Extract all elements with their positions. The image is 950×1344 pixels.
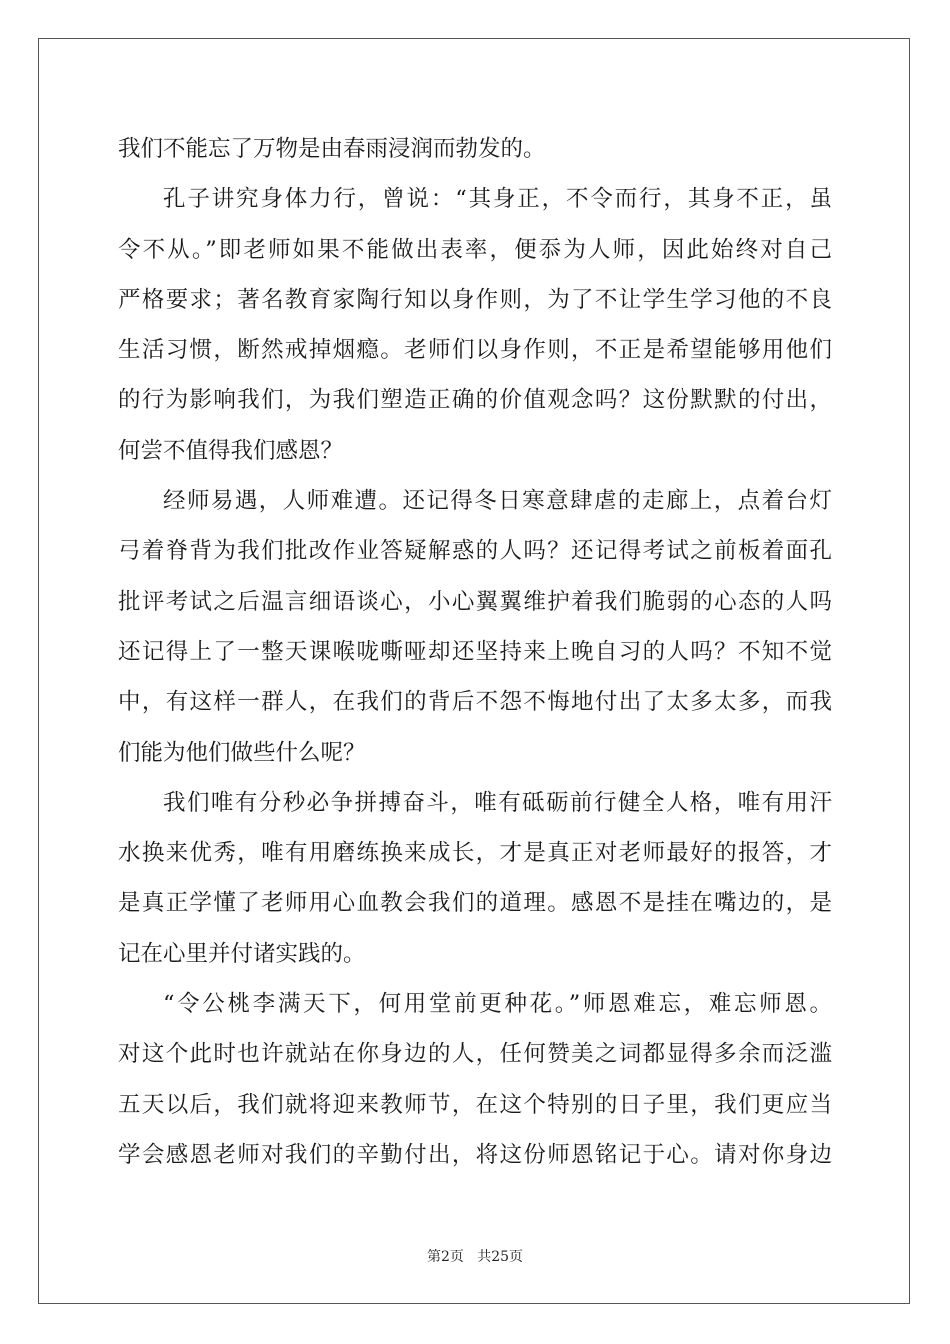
text-line: 我们不能忘了万物是由春雨浸润而勃发的。 (118, 136, 546, 162)
text-line: 严格要求；著名教育家陶行知以身作则，为了不让学生学习他的不良 (118, 286, 832, 313)
text-line: 对这个此时也许就站在你身边的人，任何赞美之词都显得多余而泛滥 (118, 1041, 832, 1068)
text-line: 生活习惯，断然戒掉烟瘾。老师们以身作则，不正是希望能够用他们 (118, 337, 832, 364)
text-line: 五天以后，我们就将迎来教师节，在这个特别的日子里，我们更应当 (118, 1091, 832, 1118)
text-line: 孔子讲究身体力行，曾说：“其身正，不令而行，其身不正，虽 (163, 186, 832, 213)
text-line: 中，有这样一群人，在我们的背后不怨不悔地付出了太多太多，而我 (118, 689, 832, 716)
text-line: “令公桃李满天下，何用堂前更种花。”师恩难忘，难忘师恩。 (163, 991, 832, 1018)
text-line: 还记得上了一整天课喉咙嘶哑却还坚持来上晚自习的人吗？不知不觉 (118, 638, 832, 665)
document-body (118, 124, 832, 1180)
text-line: 是真正学懂了老师用心血教会我们的道理。感恩不是挂在嘴边的，是 (118, 890, 832, 917)
text-line: 批评考试之后温言细语谈心，小心翼翼维护着我们脆弱的心态的人吗 (118, 588, 832, 615)
page-number: 第2页 共25页 (426, 1249, 524, 1265)
text-line: 记在心里并付诸实践的。 (118, 940, 366, 967)
text-line: 们能为他们做些什么呢？ (118, 739, 366, 766)
text-line: 的行为影响我们，为我们塑造正确的价值观念吗？这份默默的付出， (118, 387, 832, 414)
text-line: 弓着脊背为我们批改作业答疑解惑的人吗？还记得考试之前板着面孔 (118, 538, 832, 565)
text-line: 何尝不值得我们感恩？ (118, 437, 344, 464)
text-line: 令不从。”即老师如果不能做出表率，便忝为人师，因此始终对自己 (118, 236, 832, 263)
text-line: 水换来优秀，唯有用磨练换来成长，才是真正对老师最好的报答，才 (118, 840, 832, 867)
text-line: 经师易遇，人师难遭。还记得冬日寒意肆虐的走廊上，点着台灯 (163, 488, 832, 515)
text-line: 学会感恩老师对我们的辛勤付出，将这份师恩铭记于心。请对你身边 (118, 1141, 832, 1168)
text-line: 我们唯有分秒必争拼搏奋斗，唯有砥砺前行健全人格，唯有用汗 (163, 789, 832, 816)
